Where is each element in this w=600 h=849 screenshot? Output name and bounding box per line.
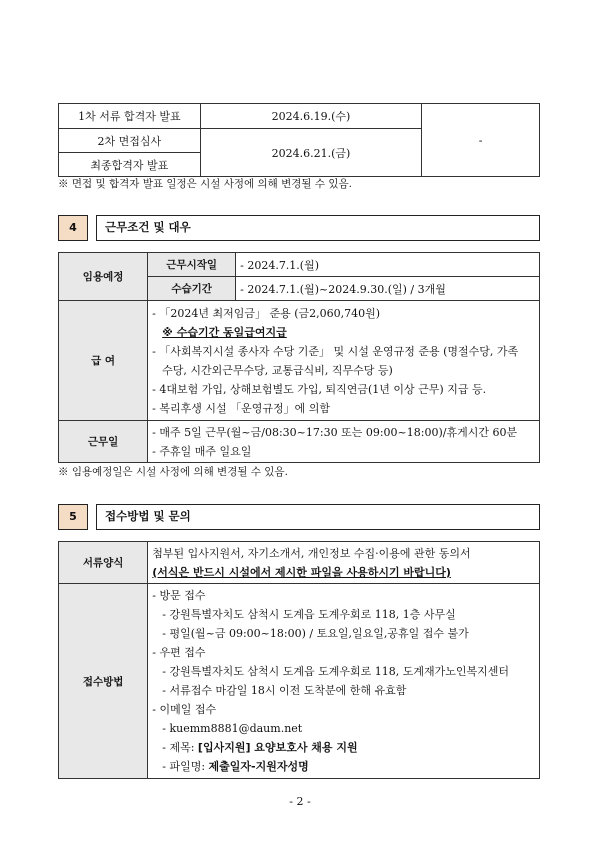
work-days-line-2: - 주휴일 매주 일요일: [152, 444, 252, 458]
schedule-label-3: 최종합격자 발표: [59, 153, 201, 177]
email-subject: [152, 738, 535, 757]
schedule-date-2: 2024.6.21.(금): [200, 129, 422, 177]
section-5-number: 5: [58, 504, 88, 530]
appointment-label: 임용예정: [59, 253, 148, 301]
start-date-label: 근무시작일: [148, 253, 236, 277]
schedule-date-1: 2024.6.19.(수): [200, 104, 422, 129]
training-label: 수습기간: [148, 277, 236, 301]
application-table: [58, 541, 540, 779]
salary-line-5: - 4대보험 가입, 상해보험별도 가입, 퇴직연금(1년 이상 근무) 지급 등.: [152, 382, 487, 396]
salary-line-4: 수당, 시간외근무수당, 교통급식비, 직무수당 등): [162, 363, 393, 377]
page-number: - 2 -: [289, 795, 311, 808]
docs-label: 서류양식: [59, 542, 148, 584]
visit-address: - 강원특별자치도 삼척시 도계읍 도계우회로 118, 1층 사무실: [162, 608, 456, 621]
work-days-content: [148, 421, 540, 463]
method-label: 접수방법: [59, 584, 148, 779]
email-title: - 이메일 접수: [152, 703, 217, 716]
schedule-label-1: 1차 서류 합격자 발표: [59, 104, 201, 129]
method-content: [148, 584, 540, 779]
section-4-note: ※ 임용예정일은 시설 사정에 의해 변경될 수 있음.: [58, 466, 288, 478]
visit-hours: - 평일(월~금 09:00~18:00) / 토요일,일요일,공휴일 접수 불가: [162, 627, 469, 640]
mail-address: - 강원특별자치도 삼척시 도계읍 도계우회로 118, 도계재가노인복지센터: [162, 665, 509, 678]
salary-line-1: - 「2024년 최저임금」 준용 (금2,060,740원): [152, 306, 381, 320]
salary-content: [148, 301, 540, 421]
docs-content: [148, 542, 540, 584]
salary-line-2: ※ 수습기간 동일급여지급: [162, 325, 287, 339]
mail-title: - 우편 접수: [152, 646, 206, 659]
schedule-label-2: 2차 면접심사: [59, 129, 201, 153]
section-4-number: 4: [58, 215, 88, 241]
email-subject-prefix: - 제목:: [162, 741, 198, 754]
start-date-value: - 2024.7.1.(월): [236, 253, 540, 277]
file-name-value: 제출일자-지원자성명: [208, 760, 309, 773]
visit-title: - 방문 접수: [152, 589, 206, 602]
salary-line-6: - 복리후생 시설 「운영규정」에 의함: [152, 401, 331, 415]
mail-deadline: - 서류접수 마감일 18시 이전 도착분에 한해 유효함: [162, 684, 407, 697]
schedule-note: ※ 면접 및 합격자 발표 일정은 시설 사정에 의해 변경될 수 있음.: [58, 178, 352, 190]
schedule-table: [58, 103, 540, 177]
training-value: - 2024.7.1.(월)~2024.9.30.(일) / 3개월: [236, 277, 540, 301]
salary-line-3: - 「사회복지시설 종사자 수당 기준」 및 시설 운영규정 준용 (명절수당, 가족: [152, 344, 519, 358]
salary-label: 급 여: [59, 301, 148, 421]
section-5-title: 접수방법 및 문의: [96, 504, 540, 530]
docs-line-1: 첨부된 입사지원서, 자기소개서, 개인정보 수집·이용에 관한 동의서: [152, 546, 471, 560]
docs-line-2: (서식은 반드시 시설에서 제시한 파일을 사용하시기 바랍니다): [152, 565, 451, 579]
schedule-remark: -: [422, 104, 540, 177]
email-subject-value: [입사지원] 요양보호사 채용 지원: [197, 741, 358, 754]
file-name-prefix: - 파일명:: [162, 760, 209, 773]
work-days-label: 근무일: [59, 421, 148, 463]
work-conditions-table: [58, 252, 540, 463]
section-4-title: 근무조건 및 대우: [96, 215, 540, 241]
file-name: [152, 757, 535, 776]
work-days-line-1: - 매주 5일 근무(월~금/08:30~17:30 또는 09:00~18:00)/휴게시간 60분: [152, 425, 518, 439]
email-address[interactable]: - kuemm8881@daum.net: [162, 722, 303, 735]
